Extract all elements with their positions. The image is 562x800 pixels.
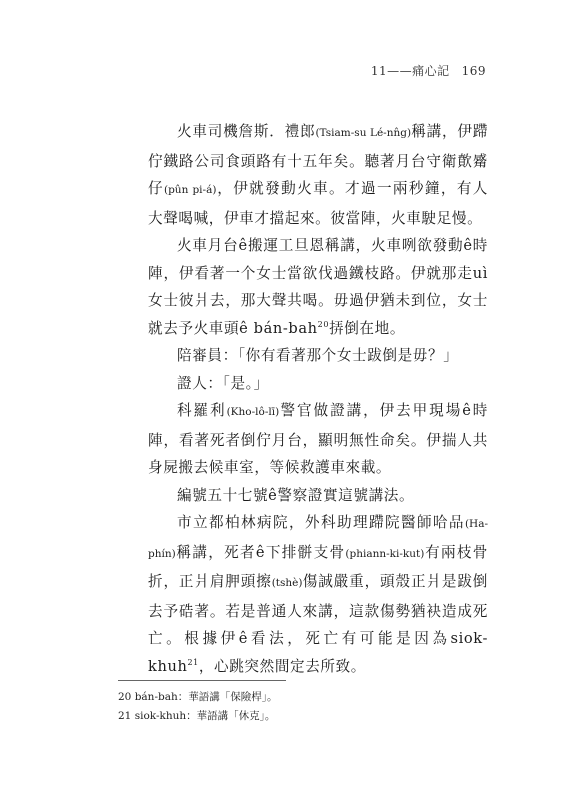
page-number: 169 [461, 64, 486, 78]
footnote-text: 華語講「保險桿」。 [188, 691, 278, 703]
footnote-label: 21 siok-khuh： [118, 710, 197, 722]
body-paragraph [148, 509, 488, 680]
body-paragraph [148, 118, 488, 232]
text-segment: 稱講，死者ê下排骿支骨 [175, 543, 346, 561]
text-segment: 編號五十七號ê警察證實這號講法。 [177, 486, 415, 504]
text-segment: 稱講，伊蹛佇鐵路公司食頭路有十五年矣。聽著月台守衛歕觱仔 [148, 123, 488, 197]
text-segment: 傷誠嚴重，頭殼正爿是跋倒去予硞著。若是普通人來講，這款傷勢猶袂造成死亡。根據伊ê看法，死亡有可能是因為siok-khuh [148, 573, 488, 675]
running-header [371, 62, 486, 79]
text-segment: ，心跳突然間定去所致。 [198, 657, 366, 675]
romanization-gloss: (Kho-lô-lī) [226, 406, 280, 418]
romanization-gloss: (tshè) [271, 577, 303, 589]
text-segment: 火車月台ê搬運工旦恩稱講，火車咧欲發動ê時陣，伊看著一个女士當欲伐過鐵枝路。伊就那走uì女士彼爿去，那大聲共喝。毋過伊猶未到位，女士就去予火車頭ê bán-bah [148, 237, 488, 337]
body-paragraph [148, 370, 488, 398]
body-paragraph [148, 342, 488, 370]
romanization-gloss: (Tsiam-su Lé-nn̂g) [315, 127, 412, 139]
chapter-title: 11——痛心記 [370, 64, 450, 78]
text-segment: 陪審員：「你有看著那个女士跋倒是毋？」 [177, 347, 459, 364]
body-paragraph [148, 232, 488, 342]
footnote [118, 688, 478, 707]
text-segment: 警官做證講，伊去甲現場ê時陣，看著死者倒佇月台，顯明無性命矣。伊揣人共身屍搬去候車室，等候救護車來載。 [148, 402, 488, 476]
text-segment: 火車司機詹斯．禮郎 [177, 123, 316, 140]
text-segment: 科羅利 [177, 402, 227, 419]
romanization-gloss: (Ha-phín) [148, 518, 488, 560]
footnote [118, 707, 478, 726]
body-paragraph [148, 397, 488, 482]
text-segment: 有兩枝骨折，正爿肩胛頭擦 [148, 543, 488, 590]
footnote-text: 華語講「休克」。 [196, 710, 276, 722]
footnote-label: 20 bán-bah： [118, 691, 189, 703]
footnote-divider [118, 680, 286, 681]
romanization-gloss: (phiann-ki-kut) [345, 547, 425, 560]
romanization-gloss: (pûn pi-á) [163, 184, 217, 196]
text-segment: ，伊就發動火車。才過一兩秒鐘，有人大聲喝喊，伊車才擋起來。彼當陣，火車駛足慢。 [148, 180, 488, 227]
text-segment: 市立都柏林病院，外科助理蹛院醫師哈品 [177, 514, 465, 531]
text-segment: 挵倒在地。 [329, 319, 406, 337]
body-paragraph [148, 482, 488, 510]
footnote-ref: 21 [187, 657, 199, 667]
footnote-ref: 20 [317, 319, 330, 329]
body-text [148, 118, 488, 680]
footnotes [118, 688, 478, 726]
text-segment: 證人：「是。」 [177, 374, 269, 392]
